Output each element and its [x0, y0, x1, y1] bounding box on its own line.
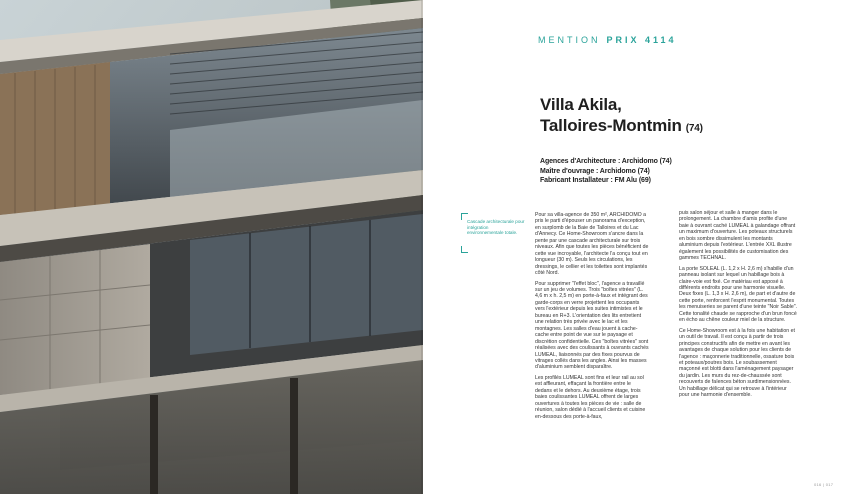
page-number: 016 | 017	[814, 482, 834, 487]
project-credits	[540, 157, 672, 186]
credit-installer: Fabricant Installateur : FM Alu (69)	[540, 177, 651, 184]
article-title	[540, 94, 703, 139]
title-line-2	[540, 115, 703, 139]
award-header	[538, 35, 677, 45]
title-place: Talloires-Montmin	[540, 116, 682, 135]
paragraph: Pour supprimer "l'effet bloc", l'agence a travaillé sur un jeu de volumes. Trois "boîtes vitrées" (L. 4,6 m x h. 2,5 m) en porte-à-faux et intégrant des garde-corps en verre projettent les occupants vers l'extérieur depuis les suites intimistes et le bureau en R+3. L'orientation des lits entretient une relation très privée avec le lac et les montagnes. Les salles d'eau jouent à cache-cache entre point de vue sur le paysage et discrétion confidentielle. Ces "boîtes vitrées" sont réalisées avec des coulissants à ouvrants cachés LUMEAL, liaisonnés par des fixes pourvus de vitrages collés dans les angles. Ainsi les masses d'aluminium semblent disparaître.	[535, 280, 649, 371]
paragraph: Pour sa villa-agence de 350 m², ARCHIDOMO a pris le parti d'épouser un panorama d'exception, en surplomb de la Baie de Talloires et du Lac d'Annecy. Ce Home-Showroom s'ancre dans la pente par une cascade architecturale sur trois niveaux. Afin que toutes les pièces bénéficient de cette vue incroyable, l'architecte l'a conçu tout en longueur (30 m). Seuls les circulations, les dressings, le cellier et les toilettes sont implantés côté Nord.	[535, 212, 649, 277]
sidebar-callout	[461, 213, 527, 253]
paragraph: puis salon séjour et salle à manger dans le prolongement. La chambre d'amis profite d'une baie à ouvrant caché LUMEAL à galandage offrant un maximum d'ouverture. Les poteaux structurels en bois sombre dissimulent les montants aluminium depuis l'extérieur. L'entrée XXL illustre également les possibilités de customisation des gammes TECHNAL.	[679, 210, 796, 262]
prize-label: PRIX 4114	[606, 35, 677, 45]
mention-label: MENTION	[538, 35, 601, 45]
bracket-bottom-left	[461, 246, 468, 253]
paragraph: Les profilés LUMEAL sont fins et leur rail au sol est affleurant, effaçant la frontière entre le dedans et le dehors. Au deuxième étage, trois baies coulissantes LUMEAL offrent de larges ouvertures à toutes les pièces de vie : salle de réunion, salon dédié à l'accueil clients et cuisine en-dessous des porte-à-faux,	[535, 374, 646, 420]
paragraph: La porte SOLEAL (L. 1,2 x H. 2,6 m) s'habille d'un panneau isolant sur lequel un habillage bois à claire-voie est fixé. Ce matériau est apposé à différents endroits pour une harmonie visuelle. Deux fixes (L. 1,3 x H. 2,6 m), de part et d'autre de cette porte, renforcent l'esprit monumental. Toutes les menuiseries se parent d'une teinte "Noir Sable". Cette tonalité chaude se rapproche d'un brun foncé en écho au chêne couleur miel de la structure.	[679, 265, 797, 324]
credit-architecture: Agences d'Architecture : Archidomo (74)	[540, 158, 672, 165]
title-department: (74)	[685, 123, 703, 134]
callout-text: Cascade architecturale pour intégration environnementale totale.	[467, 219, 525, 236]
body-column-left	[535, 212, 649, 424]
body-column-right	[679, 210, 797, 403]
credit-owner: Maître d'ouvrage : Archidomo (74)	[540, 167, 650, 175]
article-page	[423, 0, 846, 494]
title-line-1: Villa Akila,	[540, 95, 622, 114]
paragraph: Ce Home-Showroom est à la fois une habitation et un outil de travail. Il est conçu à partir de trois principes constructifs afin de mettre en avant les avantages de chaque solution pour les clients de l'agence : maçonnerie traditionnelle, ossature bois et poteaux/poutres bois. Le soubassement maçonné est blotti dans l'aménagement paysager du jardin. Les murs du rez-de-chaussée sont recouverts de faïences béton surdimensionnées. Un habillage délicat qui se retrouve à l'intérieur pour une harmonie d'ensemble.	[679, 327, 795, 399]
